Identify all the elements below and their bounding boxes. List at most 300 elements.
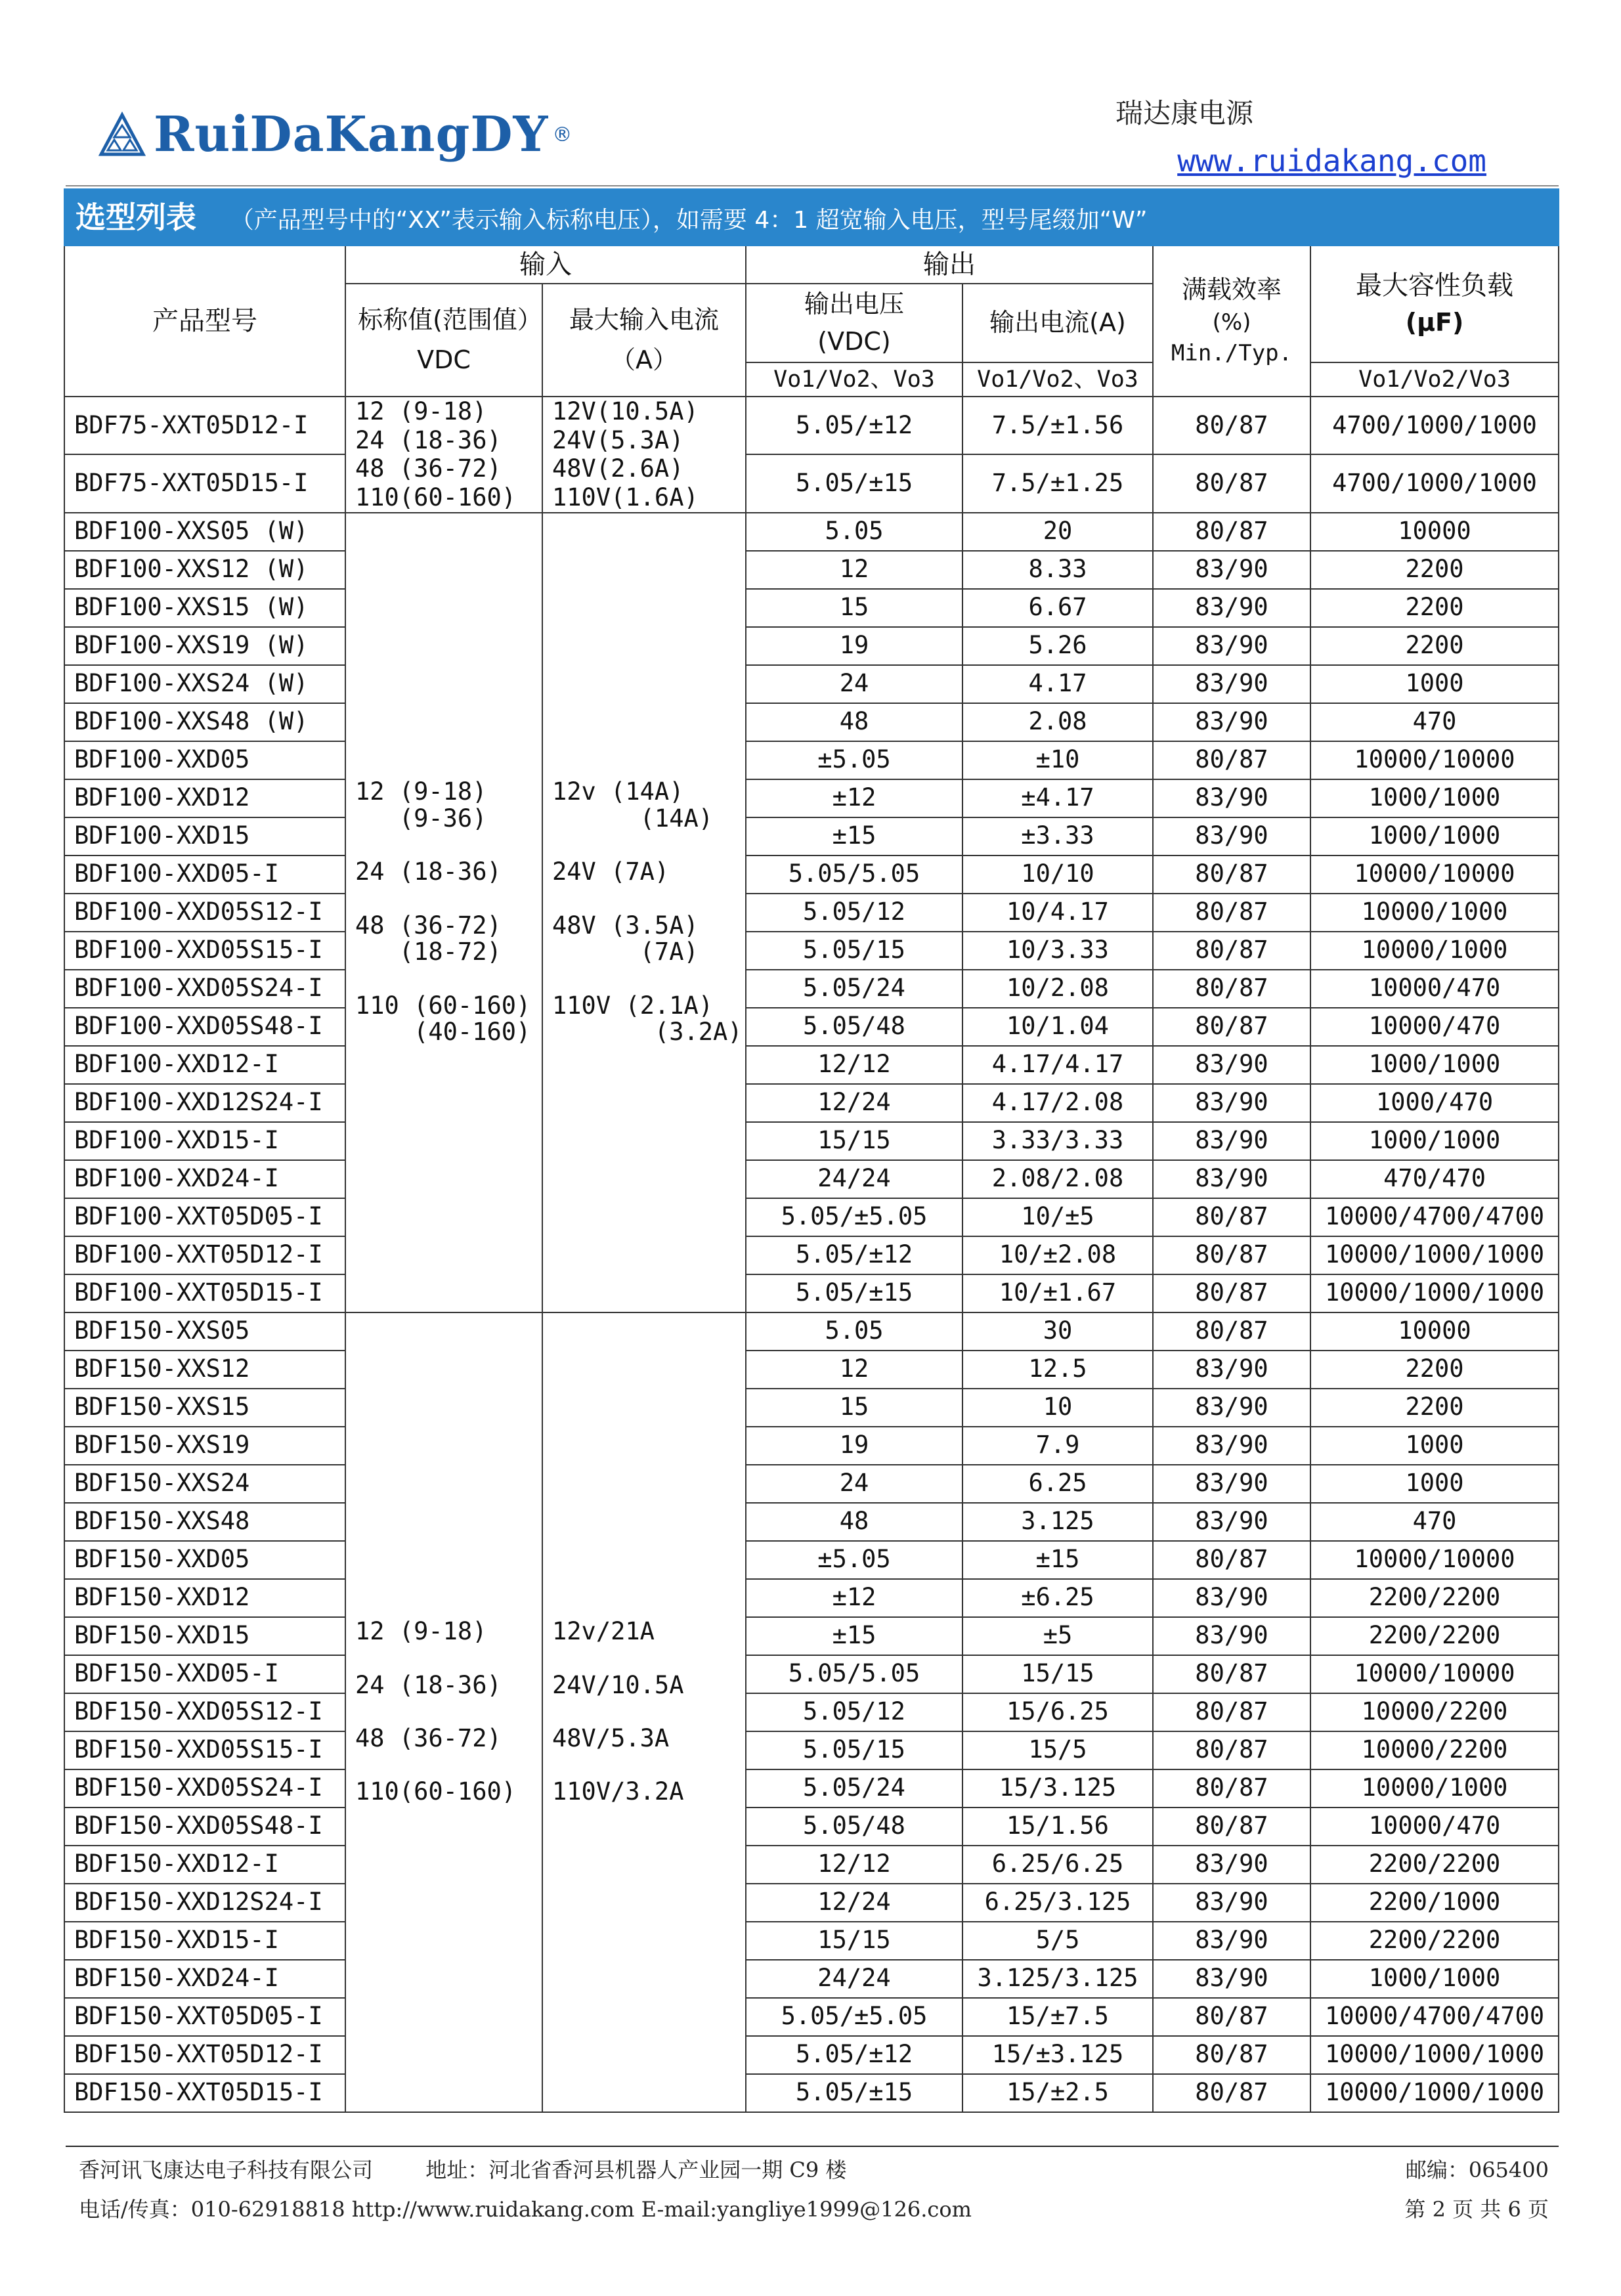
table-row [64,1693,1559,1731]
footer-divider [66,2146,1559,2147]
model-cell: BDF100-XXS15 (W) [64,589,345,627]
capacitive-load-cell: 10000/1000/1000 [1310,2036,1559,2074]
output-current-cell: 4.17/2.08 [962,1084,1153,1122]
output-current-cell: 6.25/3.125 [962,1884,1153,1922]
input-nominal-cell: 12 (9-18) 24 (18-36) 48 (36-72) 110(60-160) [345,1312,542,2112]
efficiency-cell: 83/90 [1153,1351,1310,1389]
col-header-input-max: 最大输入电流（A） [542,284,746,397]
output-current-cell: 3.33/3.33 [962,1122,1153,1160]
output-current-cell: ±10 [962,741,1153,779]
table-row [64,1274,1559,1312]
table-row [64,1617,1559,1655]
logo-triangle-icon [98,111,146,158]
table-row [64,2074,1559,2112]
efficiency-cell: 80/87 [1153,894,1310,932]
brand-logo [98,105,572,164]
efficiency-cell: 80/87 [1153,1769,1310,1808]
model-cell: BDF150-XXT05D12-I [64,2036,345,2074]
model-cell: BDF150-XXD05S12-I [64,1693,345,1731]
output-voltage-cell: 19 [746,1427,962,1465]
capacitive-load-cell: 2200/2200 [1310,1617,1559,1655]
company-name: 瑞达康电源 [1115,97,1253,129]
capacitive-load-cell: 10000 [1310,513,1559,551]
table-row [64,703,1559,741]
model-cell: BDF100-XXT05D15-I [64,1274,345,1312]
logo-registered-mark: ® [552,123,573,146]
capacitive-load-cell: 10000/2200 [1310,1731,1559,1769]
efficiency-cell: 80/87 [1153,1274,1310,1312]
table-row [64,856,1559,894]
model-cell: BDF150-XXT05D15-I [64,2074,345,2112]
capacitive-load-cell: 2200/2200 [1310,1579,1559,1617]
efficiency-cell: 80/87 [1153,1008,1310,1046]
output-voltage-cell: ±15 [746,817,962,856]
model-cell: BDF100-XXD05S12-I [64,894,345,932]
output-current-cell: ±15 [962,1541,1153,1579]
output-voltage-cell: 48 [746,703,962,741]
model-cell: BDF100-XXD05 [64,741,345,779]
model-cell: BDF100-XXS24 (W) [64,665,345,703]
efficiency-cell: 83/90 [1153,1884,1310,1922]
capacitive-load-cell: 2200 [1310,551,1559,589]
efficiency-cell: 80/87 [1153,1655,1310,1693]
output-current-cell: 7.5/±1.25 [962,454,1153,512]
efficiency-cell: 83/90 [1153,817,1310,856]
efficiency-cell: 80/87 [1153,1998,1310,2036]
model-cell: BDF75-XXT05D15-I [64,454,345,512]
table-row [64,1312,1559,1351]
capacitive-load-cell: 10000/4700/4700 [1310,1998,1559,2036]
input-max-cell: 12v (14A) (14A) 24V (7A) 48V (3.5A) (7A) 110V (2.1A) (3.2A) [542,513,746,1312]
col-subheader-vout: Vo1/Vo2、Vo3 [746,362,962,397]
output-current-cell: 7.9 [962,1427,1153,1465]
table-row [64,1198,1559,1236]
efficiency-cell: 83/90 [1153,1084,1310,1122]
efficiency-cell: 80/87 [1153,2074,1310,2112]
capacitive-load-cell: 1000 [1310,1465,1559,1503]
efficiency-cell: 80/87 [1153,1312,1310,1351]
output-voltage-cell: 5.05/±12 [746,1236,962,1274]
capacitive-load-cell: 2200 [1310,1351,1559,1389]
col-header-output: 输出 [746,246,1153,284]
output-current-cell: 15/±2.5 [962,2074,1153,2112]
model-cell: BDF150-XXS19 [64,1427,345,1465]
model-cell: BDF100-XXT05D05-I [64,1198,345,1236]
logo-text: RuiDaKangDY [154,106,549,163]
col-subheader-cap: Vo1/Vo2/Vo3 [1310,362,1559,397]
model-cell: BDF100-XXS19 (W) [64,627,345,665]
input-max-cell: 12v/21A 24V/10.5A 48V/5.3A 110V/3.2A [542,1312,746,2112]
efficiency-cell: 83/90 [1153,665,1310,703]
output-voltage-cell: ±12 [746,1579,962,1617]
table-row [64,970,1559,1008]
output-current-cell: 15/±7.5 [962,1998,1153,2036]
efficiency-cell: 83/90 [1153,1160,1310,1198]
input-nominal-cell: 12 (9-18) (9-36) 24 (18-36) 48 (36-72) (18-72) 110 (60-160) (40-160) [345,513,542,1312]
efficiency-cell: 83/90 [1153,779,1310,817]
output-voltage-cell: 5.05 [746,513,962,551]
efficiency-cell: 83/90 [1153,1846,1310,1884]
capacitive-load-cell: 4700/1000/1000 [1310,454,1559,512]
output-voltage-cell: 5.05 [746,1312,962,1351]
capacitive-load-cell: 10000/1000 [1310,894,1559,932]
col-header-input-nominal: 标称值(范围值）VDC [345,284,542,397]
capacitive-load-cell: 1000/470 [1310,1084,1559,1122]
table-row [64,1465,1559,1503]
table-row [64,817,1559,856]
banner-subtitle: （产品型号中的“XX”表示输入标称电压），如需要 4：1 超宽输入电压，型号尾缀加“W” [230,206,1148,234]
capacitive-load-cell: 10000/2200 [1310,1693,1559,1731]
table-row [64,589,1559,627]
output-voltage-cell: 5.05/±15 [746,2074,962,2112]
output-current-cell: 5/5 [962,1922,1153,1960]
efficiency-cell: 83/90 [1153,1617,1310,1655]
output-voltage-cell: ±5.05 [746,741,962,779]
table-row [64,1655,1559,1693]
efficiency-cell: 83/90 [1153,1389,1310,1427]
table-row [64,1008,1559,1046]
model-cell: BDF150-XXS12 [64,1351,345,1389]
model-cell: BDF150-XXD12 [64,1579,345,1617]
efficiency-label: 满载效率 [1181,274,1282,304]
table-row [64,1160,1559,1198]
model-cell: BDF100-XXS48 (W) [64,703,345,741]
capacitive-load-cell: 10000/470 [1310,970,1559,1008]
output-current-cell: 10/±1.67 [962,1274,1153,1312]
table-row [64,894,1559,932]
output-current-cell: 6.25 [962,1465,1153,1503]
output-current-cell: 30 [962,1312,1153,1351]
model-cell: BDF100-XXD15-I [64,1122,345,1160]
table-row [64,551,1559,589]
model-cell: BDF100-XXD15 [64,817,345,856]
output-current-cell: 2.08/2.08 [962,1160,1153,1198]
efficiency-minmax: Min./Typ. [1171,339,1293,366]
capacitive-load-cell: 1000/1000 [1310,779,1559,817]
output-voltage-cell: 12/24 [746,1084,962,1122]
output-current-cell: ±4.17 [962,779,1153,817]
table-row [64,1998,1559,2036]
output-voltage-cell: 15 [746,1389,962,1427]
model-cell: BDF100-XXD12 [64,779,345,817]
efficiency-cell: 80/87 [1153,454,1310,512]
efficiency-cell: 83/90 [1153,551,1310,589]
capacitive-load-cell: 470/470 [1310,1160,1559,1198]
table-row [64,1503,1559,1541]
output-voltage-cell: 5.05/48 [746,1008,962,1046]
output-voltage-cell: 5.05/±5.05 [746,1998,962,2036]
capacitive-load-cell: 470 [1310,1503,1559,1541]
model-cell: BDF150-XXD05S24-I [64,1769,345,1808]
model-cell: BDF150-XXD05 [64,1541,345,1579]
table-row [64,665,1559,703]
table-row [64,397,1559,454]
output-current-cell: 10/10 [962,856,1153,894]
output-voltage-cell: 15/15 [746,1122,962,1160]
table-row [64,513,1559,551]
banner-title: 选型列表 [76,199,196,235]
efficiency-cell: 83/90 [1153,1046,1310,1084]
model-cell: BDF150-XXS48 [64,1503,345,1541]
capacitive-load-cell: 1000/1000 [1310,1960,1559,1998]
capacitive-load-cell: 10000/1000/1000 [1310,1236,1559,1274]
output-voltage-cell: ±12 [746,779,962,817]
output-current-cell: 5.26 [962,627,1153,665]
output-current-cell: 15/3.125 [962,1769,1153,1808]
capacitive-load-cell: 10000/10000 [1310,856,1559,894]
capacitive-load-cell: 10000 [1310,1312,1559,1351]
capacitive-load-cell: 10000/10000 [1310,1541,1559,1579]
output-voltage-cell: 5.05/15 [746,932,962,970]
capacitive-load-cell: 1000/1000 [1310,817,1559,856]
efficiency-cell: 83/90 [1153,627,1310,665]
input-nominal-cell: 12 (9-18) 24 (18-36) 48 (36-72) 110(60-160) [345,397,542,513]
model-cell: BDF100-XXD12-I [64,1046,345,1084]
capacitive-load-cell: 10000/4700/4700 [1310,1198,1559,1236]
output-voltage-cell: 12 [746,1351,962,1389]
output-current-cell: 4.17/4.17 [962,1046,1153,1084]
capacitive-load-cell: 10000/470 [1310,1008,1559,1046]
output-voltage-cell: 15 [746,589,962,627]
output-current-cell: 15/15 [962,1655,1153,1693]
efficiency-cell: 80/87 [1153,513,1310,551]
model-cell: BDF150-XXT05D05-I [64,1998,345,2036]
efficiency-cell: 80/87 [1153,1541,1310,1579]
output-voltage-cell: 5.05/±12 [746,2036,962,2074]
output-voltage-cell: 24/24 [746,1160,962,1198]
model-cell: BDF150-XXD24-I [64,1960,345,1998]
website-link[interactable]: www.ruidakang.com [1177,143,1486,179]
model-cell: BDF150-XXS24 [64,1465,345,1503]
footer-line-2 [79,2193,1549,2223]
output-voltage-cell: 12/12 [746,1046,962,1084]
table-row [64,1046,1559,1084]
table-row [64,1846,1559,1884]
efficiency-cell: 80/87 [1153,856,1310,894]
table-row [64,1960,1559,1998]
header-divider [66,185,1559,186]
table-row [64,1351,1559,1389]
model-cell: BDF100-XXD05-I [64,856,345,894]
efficiency-cell: 80/87 [1153,2036,1310,2074]
model-cell: BDF100-XXD05S15-I [64,932,345,970]
output-voltage-cell: 12/24 [746,1884,962,1922]
output-current-cell: 6.25/6.25 [962,1846,1153,1884]
model-cell: BDF150-XXD12-I [64,1846,345,1884]
capacitive-load-cell: 10000/1000 [1310,1769,1559,1808]
model-cell: BDF100-XXS05 (W) [64,513,345,551]
output-voltage-cell: 12/12 [746,1846,962,1884]
output-current-cell: 15/5 [962,1731,1153,1769]
capacitive-load-cell: 1000 [1310,665,1559,703]
output-current-cell: 3.125/3.125 [962,1960,1153,1998]
model-cell: BDF150-XXD15 [64,1617,345,1655]
table-row [64,779,1559,817]
output-current-cell: 2.08 [962,703,1153,741]
output-current-cell: 10 [962,1389,1153,1427]
output-current-cell: 6.67 [962,589,1153,627]
capacitive-unit: (μF) [1405,308,1464,337]
efficiency-cell: 83/90 [1153,703,1310,741]
efficiency-cell: 80/87 [1153,1236,1310,1274]
header-row-1 [64,246,1559,284]
output-voltage-cell: 5.05/±12 [746,397,962,454]
model-cell: BDF100-XXS12 (W) [64,551,345,589]
output-current-cell: 3.125 [962,1503,1153,1541]
col-header-efficiency [1153,246,1310,397]
output-current-cell: 10/±2.08 [962,1236,1153,1274]
efficiency-cell: 80/87 [1153,741,1310,779]
output-voltage-cell: 5.05/24 [746,1769,962,1808]
efficiency-cell: 83/90 [1153,1465,1310,1503]
table-row [64,454,1559,512]
output-current-cell: 10/3.33 [962,932,1153,970]
capacitive-load-cell: 470 [1310,703,1559,741]
table-row [64,1922,1559,1960]
capacitive-load-cell: 10000/470 [1310,1808,1559,1846]
table-row [64,1236,1559,1274]
table-row [64,1808,1559,1846]
output-current-cell: 15/6.25 [962,1693,1153,1731]
output-voltage-cell: 19 [746,627,962,665]
output-voltage-cell: 5.05/±15 [746,1274,962,1312]
col-header-input: 输入 [345,246,746,284]
output-voltage-cell: 5.05/12 [746,894,962,932]
capacitive-load-cell: 10000/1000/1000 [1310,2074,1559,2112]
efficiency-cell: 80/87 [1153,932,1310,970]
output-current-cell: 12.5 [962,1351,1153,1389]
efficiency-cell: 80/87 [1153,1693,1310,1731]
model-cell: BDF150-XXD15-I [64,1922,345,1960]
footer-contact: 电话/传真：010-62918818 http://www.ruidakang.com E-mail:yangliye1999@126.com [79,2197,972,2222]
col-header-capacitive [1310,246,1559,362]
output-voltage-cell: 5.05/15 [746,1731,962,1769]
capacitive-load-cell: 2200 [1310,1389,1559,1427]
col-header-output-voltage: 输出电压(VDC) [746,284,962,362]
output-current-cell: 10/2.08 [962,970,1153,1008]
efficiency-cell: 83/90 [1153,1503,1310,1541]
table-row [64,1541,1559,1579]
capacitive-load-cell: 2200/2200 [1310,1922,1559,1960]
table-row [64,627,1559,665]
input-max-cell: 12V(10.5A) 24V(5.3A) 48V(2.6A) 110V(1.6A) [542,397,746,513]
table-row [64,1122,1559,1160]
efficiency-cell: 80/87 [1153,1808,1310,1846]
model-cell: BDF150-XXD05S15-I [64,1731,345,1769]
col-subheader-iout: Vo1/Vo2、Vo3 [962,362,1153,397]
capacitive-load-cell: 2200/1000 [1310,1884,1559,1922]
output-voltage-cell: 5.05/±5.05 [746,1198,962,1236]
table-row [64,932,1559,970]
output-current-cell: 10/1.04 [962,1008,1153,1046]
output-voltage-cell: 15/15 [746,1922,962,1960]
capacitive-load-cell: 2200 [1310,627,1559,665]
efficiency-cell: 80/87 [1153,970,1310,1008]
capacitive-label: 最大容性负载 [1356,271,1514,301]
efficiency-cell: 83/90 [1153,1960,1310,1998]
model-cell: BDF150-XXS05 [64,1312,345,1351]
output-voltage-cell: 24 [746,1465,962,1503]
efficiency-cell: 80/87 [1153,1198,1310,1236]
output-voltage-cell: ±15 [746,1617,962,1655]
capacitive-load-cell: 1000/1000 [1310,1122,1559,1160]
table-row [64,1884,1559,1922]
output-voltage-cell: 5.05/48 [746,1808,962,1846]
model-cell: BDF100-XXD05S24-I [64,970,345,1008]
footer-postcode: 邮编：065400 [1405,2157,1549,2182]
output-current-cell: 10/±5 [962,1198,1153,1236]
output-voltage-cell: 24/24 [746,1960,962,1998]
efficiency-cell: 80/87 [1153,397,1310,454]
output-voltage-cell: ±5.05 [746,1541,962,1579]
table-row [64,1084,1559,1122]
model-cell: BDF100-XXD24-I [64,1160,345,1198]
output-current-cell: 8.33 [962,551,1153,589]
output-voltage-cell: 5.05/5.05 [746,856,962,894]
output-current-cell: 7.5/±1.56 [962,397,1153,454]
capacitive-load-cell: 1000 [1310,1427,1559,1465]
model-cell: BDF150-XXS15 [64,1389,345,1427]
table-row [64,741,1559,779]
capacitive-load-cell: 10000/10000 [1310,1655,1559,1693]
model-cell: BDF100-XXT05D12-I [64,1236,345,1274]
selection-table [64,188,1559,2113]
model-cell: BDF100-XXD05S48-I [64,1008,345,1046]
output-current-cell: 10/4.17 [962,894,1153,932]
table-row [64,2036,1559,2074]
model-cell: BDF75-XXT05D12-I [64,397,345,454]
output-current-cell: 15/1.56 [962,1808,1153,1846]
output-voltage-cell: 5.05/5.05 [746,1655,962,1693]
output-current-cell: ±5 [962,1617,1153,1655]
model-cell: BDF100-XXD12S24-I [64,1084,345,1122]
table-row [64,1579,1559,1617]
efficiency-cell: 80/87 [1153,1731,1310,1769]
model-cell: BDF150-XXD05-I [64,1655,345,1693]
model-cell: BDF150-XXD05S48-I [64,1808,345,1846]
col-header-output-current: 输出电流(A) [962,284,1153,362]
footer-page-number: 第 2 页 共 6 页 [1404,2197,1549,2222]
efficiency-cell: 83/90 [1153,1122,1310,1160]
output-current-cell: 15/±3.125 [962,2036,1153,2074]
output-voltage-cell: 12 [746,551,962,589]
capacitive-load-cell: 4700/1000/1000 [1310,397,1559,454]
capacitive-load-cell: 10000/1000 [1310,932,1559,970]
capacitive-load-cell: 10000/1000/1000 [1310,1274,1559,1312]
capacitive-load-cell: 2200/2200 [1310,1846,1559,1884]
footer-line-1 [79,2154,1549,2184]
capacitive-load-cell: 1000/1000 [1310,1046,1559,1084]
output-voltage-cell: 5.05/12 [746,1693,962,1731]
efficiency-cell: 83/90 [1153,1922,1310,1960]
table-row [64,1769,1559,1808]
table-row [64,1427,1559,1465]
efficiency-cell: 83/90 [1153,589,1310,627]
capacitive-load-cell: 10000/10000 [1310,741,1559,779]
efficiency-cell: 83/90 [1153,1427,1310,1465]
output-current-cell: 20 [962,513,1153,551]
output-current-cell: ±6.25 [962,1579,1153,1617]
output-voltage-cell: 48 [746,1503,962,1541]
output-voltage-cell: 5.05/24 [746,970,962,1008]
output-voltage-cell: 24 [746,665,962,703]
footer-address: 地址：河北省香河县机器人产业园一期 C9 楼 [425,2157,847,2182]
model-cell: BDF150-XXD12S24-I [64,1884,345,1922]
table-banner [64,189,1559,246]
output-current-cell: ±3.33 [962,817,1153,856]
table-row [64,1389,1559,1427]
output-voltage-cell: 5.05/±15 [746,454,962,512]
